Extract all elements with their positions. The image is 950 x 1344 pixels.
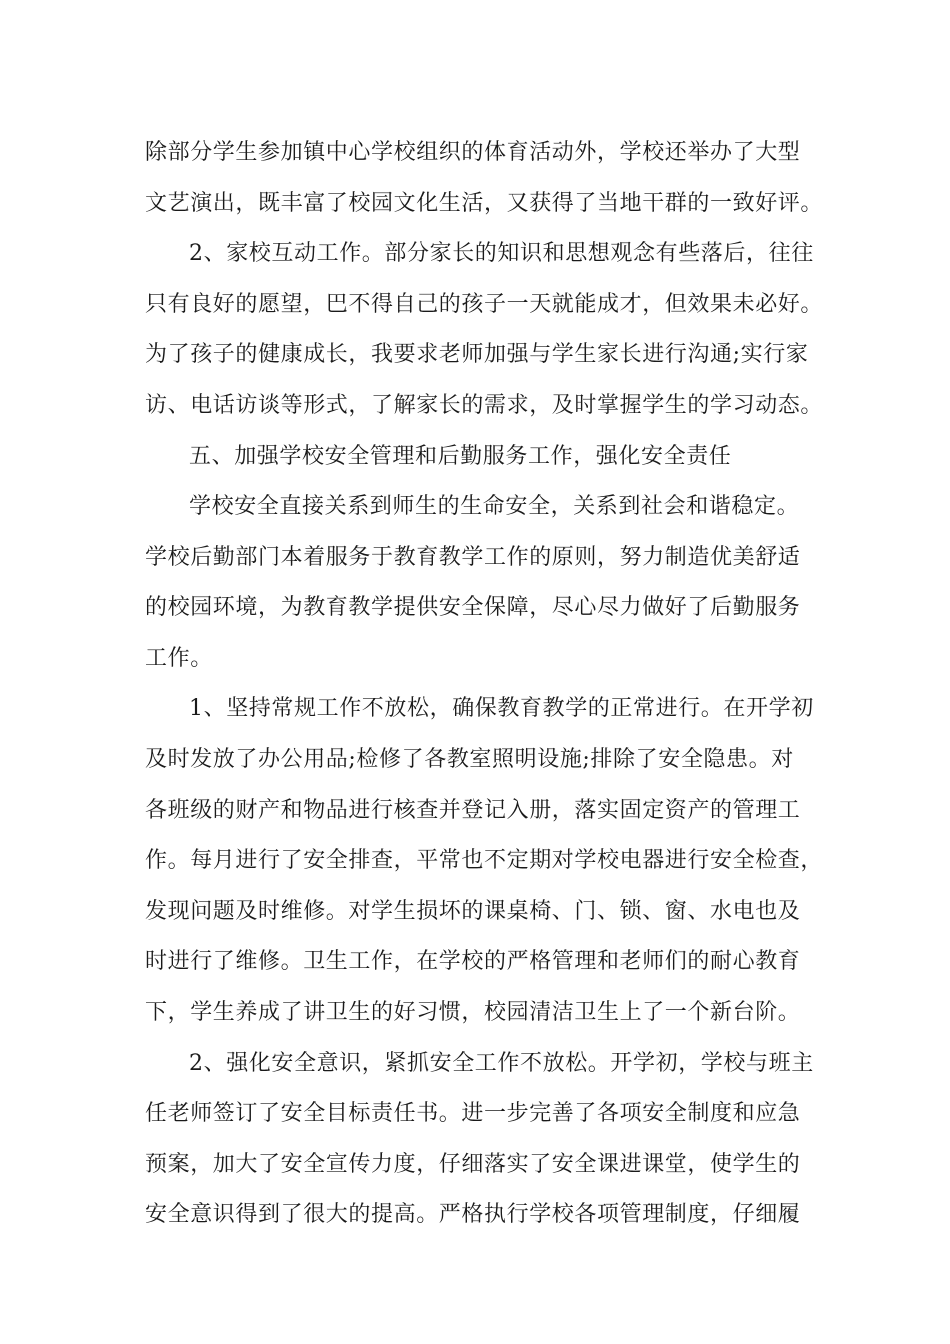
section-heading: 五、加强学校安全管理和后勤服务工作，强化安全责任 [189, 444, 732, 469]
paragraph-start-line: 学校安全直接关系到师生的生命安全，关系到社会和谐稳定。 [189, 494, 800, 519]
text-line: 学校后勤部门本着服务于教育教学工作的原则，努力制造优美舒适 [145, 545, 801, 570]
text-line: 的校园环境，为教育教学提供安全保障，尽心尽力做好了后勤服务 [145, 595, 801, 620]
text-line: 下，学生养成了讲卫生的好习惯，校园清洁卫生上了一个新台阶。 [145, 1000, 801, 1025]
text-line: 工作。 [145, 646, 213, 671]
text-line: 作。每月进行了安全排查，平常也不定期对学校电器进行安全检查， [145, 848, 824, 873]
text-line: 为了孩子的健康成长，我要求老师加强与学生家长进行沟通;实行家 [145, 342, 809, 367]
paragraph-start-line: 1、坚持常规工作不放松，确保教育教学的正常进行。在开学初 [189, 696, 814, 721]
paragraph-start-line: 2、强化安全意识，紧抓安全工作不放松。开学初，学校与班主 [189, 1051, 814, 1076]
text-line: 预案，加大了安全宣传力度，仔细落实了安全课进课堂，使学生的 [145, 1152, 801, 1177]
paragraph-start-line: 2、家校互动工作。部分家长的知识和思想观念有些落后，往往 [189, 241, 814, 266]
text-line: 发现问题及时维修。对学生损坏的课桌椅、门、锁、窗、水电也及 [145, 899, 801, 924]
text-line: 除部分学生参加镇中心学校组织的体育活动外，学校还举办了大型 [145, 140, 801, 165]
text-line: 及时发放了办公用品;检修了各教室照明设施;排除了安全隐患。对 [145, 747, 794, 772]
text-line: 安全意识得到了很大的提高。严格执行学校各项管理制度，仔细履 [145, 1202, 801, 1227]
text-line: 任老师签订了安全目标责任书。进一步完善了各项安全制度和应急 [145, 1101, 801, 1126]
text-line: 访、电话访谈等形式，了解家长的需求，及时掌握学生的学习动态。 [145, 393, 824, 418]
text-line: 文艺演出，既丰富了校园文化生活，又获得了当地干群的一致好评。 [145, 191, 824, 216]
text-line: 只有良好的愿望，巴不得自己的孩子一天就能成才，但效果未必好。 [145, 292, 824, 317]
text-line: 各班级的财产和物品进行核查并登记入册，落实固定资产的管理工 [145, 798, 801, 823]
text-line: 时进行了维修。卫生工作，在学校的严格管理和老师们的耐心教育 [145, 949, 801, 974]
